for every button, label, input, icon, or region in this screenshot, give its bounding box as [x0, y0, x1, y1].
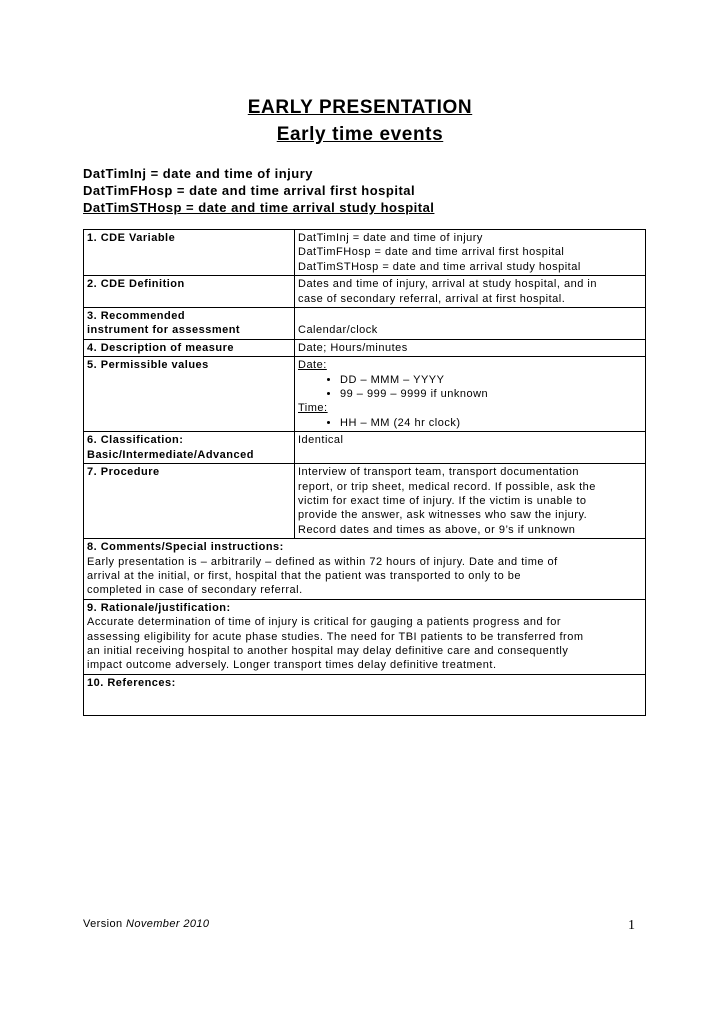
value-line: arrival at the initial, or first, hospital that the patient was transported to only to be [87, 569, 521, 582]
row-value: Identical [295, 432, 646, 464]
value-line: DatTimSTHosp = date and time arrival study hospital [298, 260, 581, 273]
row-label: 2. CDE Definition [84, 276, 295, 308]
full-width-cell [84, 599, 646, 674]
list-item: • DD – MMM – YYYY [340, 373, 642, 387]
value-line: Early presentation is – arbitrarily – defined as within 72 hours of injury. Date and time of [87, 555, 558, 568]
page-subtitle: Early time events [276, 124, 444, 145]
row-label: 4. Description of measure [84, 339, 295, 356]
section-heading: 8. Comments/Special instructions: [87, 541, 284, 554]
row-value: Calendar/clock [295, 308, 646, 340]
variable-definition: DatTimFHosp = date and time arrival first hospital [83, 183, 416, 198]
row-label: 5. Permissible values [84, 357, 295, 432]
value-line: assessing eligibility for acute phase studies. The need for TBI patients to be transferred from [87, 630, 584, 643]
footer-version [83, 918, 209, 930]
table-row [84, 339, 646, 356]
table-row [84, 357, 646, 432]
value-line: case of secondary referral, arrival at first hospital. [298, 292, 566, 305]
value-line: DatTimInj = date and time of injury [298, 232, 483, 244]
cde-table [83, 229, 646, 716]
time-heading: Time: [298, 402, 328, 415]
variable-definition: DatTimInj = date and time of injury [83, 166, 313, 181]
page-number: 1 [628, 918, 635, 933]
value-line: DatTimFHosp = date and time arrival first hospital [298, 246, 565, 259]
date-list [298, 373, 642, 402]
row-label: 1. CDE Variable [84, 230, 295, 276]
row-value: Date; Hours/minutes [295, 339, 646, 356]
version-date: November 2010 [125, 918, 210, 930]
value-line: victim for exact time of injury. If the victim is unable to [298, 494, 587, 507]
table-row [84, 539, 646, 600]
value-line: an initial receiving hospital to another hospital may delay definitive care and consequently [87, 644, 569, 657]
row-label-line: 3. Recommended [87, 310, 186, 323]
section-heading: 9. Rationale/justification: [87, 601, 231, 614]
time-list [298, 416, 642, 430]
value-line: Interview of transport team, transport documentation [298, 466, 579, 479]
value-line: Record dates and times as above, or 9’s if unknown [298, 523, 576, 536]
row-value [295, 357, 646, 432]
row-label [84, 308, 295, 340]
list-item: • 99 – 999 – 9999 if unknown [340, 387, 642, 401]
row-label-line: 6. Classification: [87, 434, 184, 447]
page-title: EARLY PRESENTATION [247, 97, 473, 118]
value-line: provide the answer, ask witnesses who saw the injury. [298, 509, 588, 522]
table-row [84, 432, 646, 464]
table-row [84, 464, 646, 539]
row-value [295, 464, 646, 539]
table-row [84, 599, 646, 674]
value-line: Accurate determination of time of injury is critical for gauging a patients progress and for [87, 616, 561, 629]
version-label: Version [83, 918, 123, 930]
variable-definition: DatTimSTHosp = date and time arrival study hospital [83, 200, 435, 215]
table-row [84, 276, 646, 308]
table-row [84, 308, 646, 340]
value-line: Dates and time of injury, arrival at study hospital, and in [298, 278, 597, 291]
section-heading: 10. References: [87, 676, 176, 689]
row-label: 7. Procedure [84, 464, 295, 539]
row-label-line: instrument for assessment [87, 324, 241, 337]
list-item: • HH – MM (24 hr clock) [340, 416, 642, 430]
table-row [84, 230, 646, 276]
value-line: completed in case of secondary referral. [87, 584, 303, 597]
row-value [295, 230, 646, 276]
date-heading: Date: [298, 359, 327, 372]
value-line: impact outcome adversely. Longer transport times delay definitive treatment. [87, 659, 497, 672]
row-value [295, 276, 646, 308]
row-label-line: Basic/Intermediate/Advanced [87, 448, 254, 461]
full-width-cell [84, 539, 646, 600]
value-line: report, or trip sheet, medical record. If possible, ask the [298, 480, 596, 493]
full-width-cell [84, 674, 646, 715]
row-label [84, 432, 295, 464]
table-row [84, 674, 646, 715]
